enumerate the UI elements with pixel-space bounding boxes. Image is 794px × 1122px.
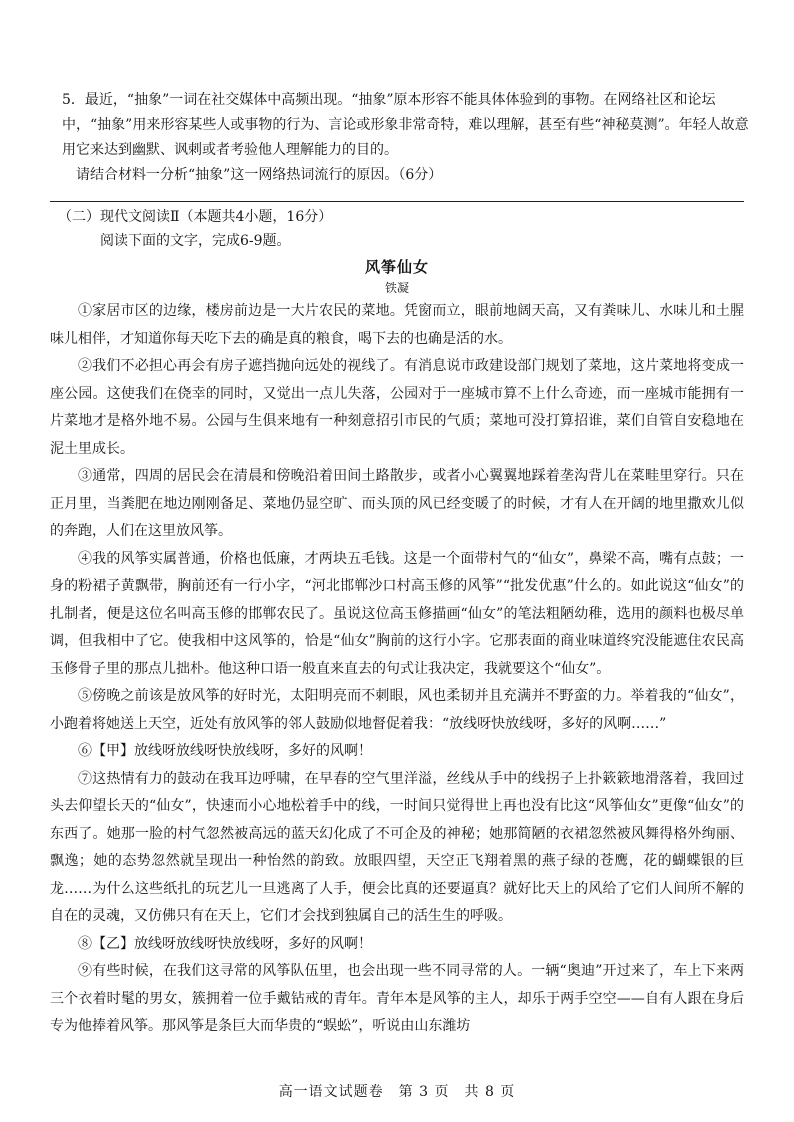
- article-paragraph-7: ⑦这热情有力的鼓动在我耳边呼啸，在早春的空气里洋溢，丝线从手中的线拐子上扑簌簌地滑落着，我回过头去仰望长天的“仙女”，快速而小心地松着手中的线，一时间只觉得世上再也没有比这“风筝仙女”更像“仙女”的东西了。她那一脸的村气忽然被高远的蓝天幻化成了不可企及的神秘；她那简陋的衣裙忽然被风舞得格外绚丽、飘逸；她的态势忽然就呈现出一种怡然的韵致。放眼四望，天空正飞翔着黑的燕子绿的苍鹰，花的蝴蝶银的巨龙……为什么这些纸扎的玩艺儿一旦逃离了人手，便会比真的还要逼真？就好比天上的风给了它们人间所不解的自在的灵魂，又仿佛只有在天上，它们才会找到独属自己的活生生的呼吸。: [50, 770, 744, 924]
- article-paragraph-4: ④我的风筝实属普通，价格也低廉，才两块五毛钱。这是一个面带村气的“仙女”，鼻梁不高，嘴有点鼓；一身的粉裙子黄飘带，胸前还有一行小字，“河北邯郸沙口村高玉修的风筝”“批发优惠”什么的。如此说这“仙女”的扎制者，便是这位名叫高玉修的邯郸农民了。虽说这位高玉修描画“仙女”的笔法粗陋幼稚，选用的颜料也极尽单调，但我相中了它。使我相中这风筝的，恰是“仙女”胸前的这行小字。它那表面的商业味道终究没能遮住农民高玉修骨子里的那点儿拙朴。他这种口语一般直来直去的句式让我决定，我就要这个“仙女”。: [50, 550, 744, 677]
- article-body: [50, 298, 744, 1041]
- article-author: 铁凝: [384, 281, 409, 295]
- section-heading: （二）现代文阅读Ⅱ（本题共4小题，16分）: [58, 209, 333, 225]
- article-title: 风筝仙女: [364, 258, 429, 276]
- question-5-prompt: 请结合材料一分析“抽象”这一网络热词流行的原因。（6分）: [76, 167, 443, 183]
- article-paragraph-5: ⑤傍晚之前该是放风筝的好时光，太阳明亮而不刺眼，风也柔韧并且充满并不野蛮的力。举着我的“仙女”，小跑着将她送上天空，近处有放风筝的邻人鼓励似地督促着我：“放线呀快放线呀，多好的风啊……”: [50, 688, 744, 732]
- question-5-body: 5．最近，“抽象”一词在社交媒体中高频出现。“抽象”原本形容不能具体体验到的事物。在网络社区和论坛中，“抽象”用来形容某些人或事物的行为、言论或形象非常奇特，难以理解，甚至有些“神秘莫测”。年轻人故意用它来达到幽默、讽刺或者考验他人理解能力的目的。: [62, 92, 749, 158]
- question-5: [62, 88, 752, 188]
- article-paragraph-6: ⑥【甲】放线呀放线呀快放线呀，多好的风啊！: [78, 743, 372, 759]
- page-footer: 高一语文试题卷 第 3 页 共 8 页: [278, 1084, 516, 1100]
- article-paragraph-2: ②我们不必担心再会有房子遮挡抛向远处的视线了。有消息说市政建设部门规划了菜地，这片菜地将变成一座公园。这使我们在侥幸的同时，又觉出一点儿失落，公园对于一座城市算不上什么奇迹，而一座城市能拥有一片菜地才是格外地不易。公园与生俱来地有一种刻意招引市民的气质；菜地可没打算招谁，菜们自管自安稳地在泥土里成长。: [50, 358, 744, 457]
- article-paragraph-3: ③通常，四周的居民会在清晨和傍晚沿着田间土路散步，或者小心翼翼地踩着垄沟背儿在菜畦里穿行。只在正月里，当粪肥在地边刚刚备足、菜地仍显空旷、而头顶的风已经变暖了的时候，才有人在开阔的地里撒欢儿似的奔跑，人们在这里放风筝。: [50, 468, 744, 539]
- article-paragraph-1: ①家居市区的边缘，楼房前边是一大片农民的菜地。凭窗而立，眼前地阔天高，又有粪味儿、水味儿和土腥味儿相伴，才知道你每天吃下去的确是真的粮食，喝下去的也确是活的水。: [50, 303, 744, 347]
- section-divider: [50, 201, 744, 202]
- article-paragraph-9: ⑨有些时候，在我们这寻常的风筝队伍里，也会出现一些不同寻常的人。一辆“奥迪”开过来了，车上下来两三个衣着时髦的男女，簇拥着一位手戴钻戒的青年。青年本是风筝的主人，却乐于两手空空——自有人跟在身后专为他捧着风筝。那风筝是条巨大而华贵的“蜈蚣”，听说由山东潍坊: [50, 963, 744, 1034]
- article-paragraph-8: ⑧【乙】放线呀放线呀快放线呀，多好的风啊！: [78, 935, 372, 952]
- section-header: [58, 205, 748, 253]
- section-instruction: 阅读下面的文字，完成6-9题。: [100, 233, 291, 249]
